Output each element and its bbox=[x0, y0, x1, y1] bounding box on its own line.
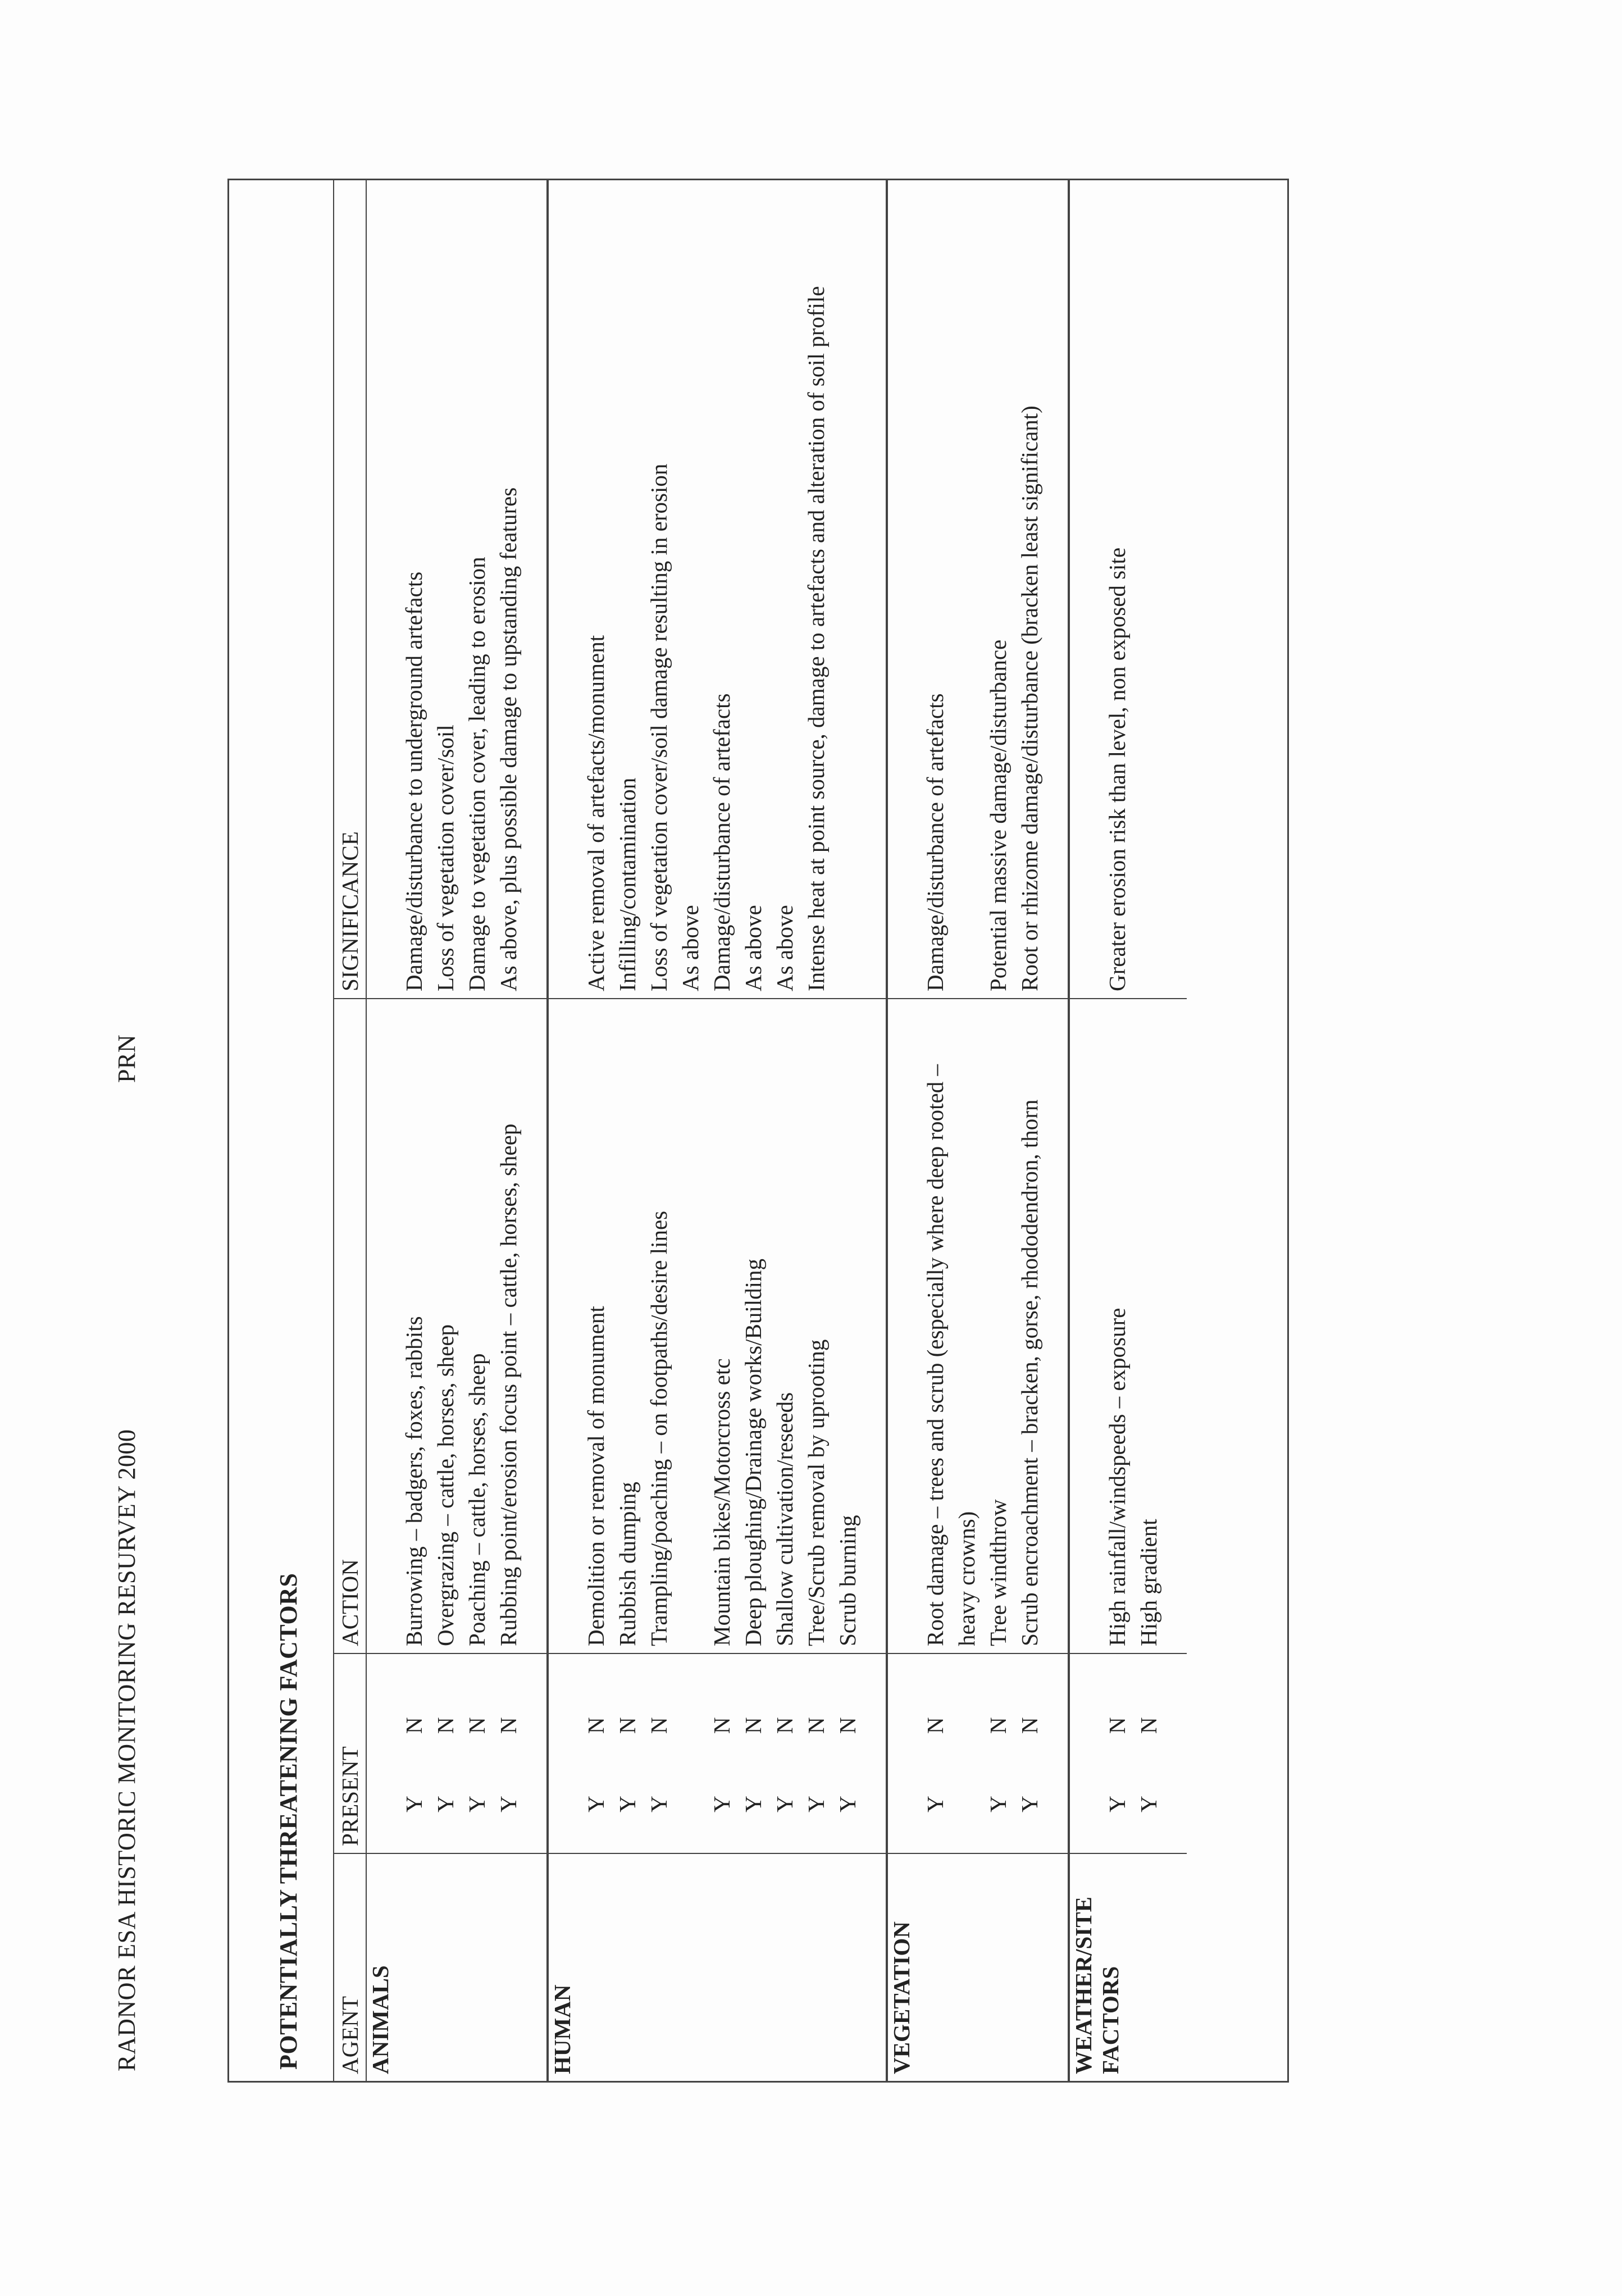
agent-cell bbox=[366, 1853, 548, 2081]
present-cell bbox=[887, 1653, 1069, 1853]
significance-text: Damage/disturbance of artefacts bbox=[709, 693, 735, 991]
group-row-human bbox=[548, 180, 887, 2081]
present-yn: YN bbox=[835, 1717, 860, 1812]
significance-cell bbox=[548, 180, 887, 999]
present-yn: YN bbox=[401, 1717, 427, 1812]
present-yn: YN bbox=[614, 1717, 640, 1812]
significance-text: As above bbox=[772, 905, 798, 991]
present-yn: YN bbox=[583, 1717, 609, 1812]
action-cell bbox=[366, 999, 548, 1653]
significance-cell bbox=[1069, 180, 1187, 999]
agent-label: WEATHER/SITE FACTORS bbox=[1070, 1897, 1123, 2074]
present-yn: YN bbox=[1136, 1717, 1161, 1812]
action-text: Demolition or removal of monument bbox=[583, 1306, 609, 1646]
present-yn: YN bbox=[1104, 1717, 1130, 1812]
present-yn: YN bbox=[464, 1717, 490, 1812]
significance-text: As above bbox=[677, 905, 703, 991]
significance-text: As above, plus possible damage to upstanding features bbox=[495, 487, 521, 991]
col-header-present: PRESENT bbox=[334, 1653, 366, 1853]
present-yn: YN bbox=[740, 1717, 766, 1812]
present-yn: YN bbox=[803, 1717, 829, 1812]
action-text: High gradient bbox=[1136, 1519, 1161, 1646]
agent-cell bbox=[548, 1853, 887, 2081]
present-cell bbox=[548, 1653, 887, 1853]
significance-text: Active removal of artefacts/monument bbox=[583, 635, 609, 991]
significance-text: Root or rhizome damage/disturbance (bracken least significant) bbox=[1017, 406, 1042, 991]
present-yn: YN bbox=[772, 1717, 798, 1812]
group-row-weather-site bbox=[1069, 180, 1187, 2081]
action-cell bbox=[1069, 999, 1187, 1653]
agent-cell bbox=[887, 1853, 1069, 2081]
significance-text: Damage/disturbance to underground artefacts bbox=[401, 571, 427, 991]
action-text: Trampling/poaching – on footpaths/desire lines bbox=[646, 1210, 672, 1646]
significance-text: Greater erosion risk than level, non exposed site bbox=[1104, 547, 1130, 991]
col-header-significance: SIGNIFICANCE bbox=[334, 180, 366, 999]
agent-cell bbox=[1069, 1853, 1187, 2081]
group-row-vegetation bbox=[887, 180, 1069, 2081]
significance-cell bbox=[366, 180, 548, 999]
present-yn: YN bbox=[985, 1717, 1011, 1812]
col-header-agent: AGENT bbox=[334, 1853, 366, 2081]
present-yn: YN bbox=[495, 1717, 521, 1812]
action-text: Rubbing point/erosion focus point – cattle, horses, sheep bbox=[495, 1123, 521, 1646]
table-header-row bbox=[334, 180, 366, 2081]
present-yn: YN bbox=[646, 1717, 672, 1812]
action-text: Poaching – cattle, horses, sheep bbox=[464, 1353, 490, 1646]
present-yn: YN bbox=[1017, 1717, 1042, 1812]
action-text: High rainfall/windspeeds – exposure bbox=[1104, 1308, 1130, 1646]
action-text: Tree/Scrub removal by uprooting bbox=[803, 1339, 829, 1646]
present-cell bbox=[366, 1653, 548, 1853]
agent-label: VEGETATION bbox=[889, 1921, 914, 2074]
significance-text: Potential massive damage/disturbance bbox=[985, 639, 1011, 991]
threat-table-frame bbox=[227, 179, 1289, 2083]
action-text: Scrub encroachment – bracken, gorse, rhododendron, thorn bbox=[1017, 1099, 1042, 1646]
action-text: Deep ploughing/Drainage works/Building bbox=[740, 1258, 766, 1646]
threat-table bbox=[333, 180, 1187, 2081]
action-text: Burrowing – badgers, foxes, rabbits bbox=[401, 1316, 427, 1646]
action-text: Overgrazing – cattle, horses, sheep bbox=[432, 1324, 458, 1646]
prn-label: PRN bbox=[113, 1035, 140, 1083]
action-text: Root damage – trees and scrub (especially where deep rooted – heavy crowns) bbox=[922, 1064, 979, 1646]
present-yn: YN bbox=[432, 1717, 458, 1812]
present-cell bbox=[1069, 1653, 1187, 1853]
significance-text: Damage to vegetation cover, leading to erosion bbox=[464, 557, 490, 991]
document-header-title: RADNOR ESA HISTORIC MONITORING RESURVEY 2000 bbox=[113, 1429, 140, 2071]
agent-label: ANIMALS bbox=[367, 1965, 393, 2074]
action-cell bbox=[887, 999, 1069, 1653]
significance-text: Intense heat at point source, damage to artefacts and alteration of soil profile bbox=[803, 286, 829, 991]
col-header-action: ACTION bbox=[334, 999, 366, 1653]
significance-text: Loss of vegetation cover/soil damage resulting in erosion bbox=[646, 463, 672, 991]
action-text: Scrub burning bbox=[835, 1515, 860, 1646]
action-text: Tree windthrow bbox=[985, 1499, 1011, 1646]
significance-text: As above bbox=[740, 905, 766, 991]
action-text: Shallow cultivation/reseeds bbox=[772, 1392, 798, 1646]
present-yn: YN bbox=[709, 1717, 735, 1812]
significance-text: Loss of vegetation cover/soil bbox=[432, 725, 458, 991]
significance-text: Damage/disturbance of artefacts bbox=[922, 693, 948, 991]
action-text: Rubbish dumping bbox=[614, 1482, 640, 1646]
action-cell bbox=[548, 999, 887, 1653]
agent-label: HUMAN bbox=[549, 1984, 575, 2074]
action-text: Mountain bikes/Motorcross etc bbox=[709, 1358, 735, 1646]
significance-cell bbox=[887, 180, 1069, 999]
present-yn: YN bbox=[922, 1717, 948, 1812]
significance-text: Infilling/contamination bbox=[614, 777, 640, 991]
group-row-animals bbox=[366, 180, 548, 2081]
table-title: POTENTIALLY THREATENING FACTORS bbox=[275, 1573, 302, 2070]
